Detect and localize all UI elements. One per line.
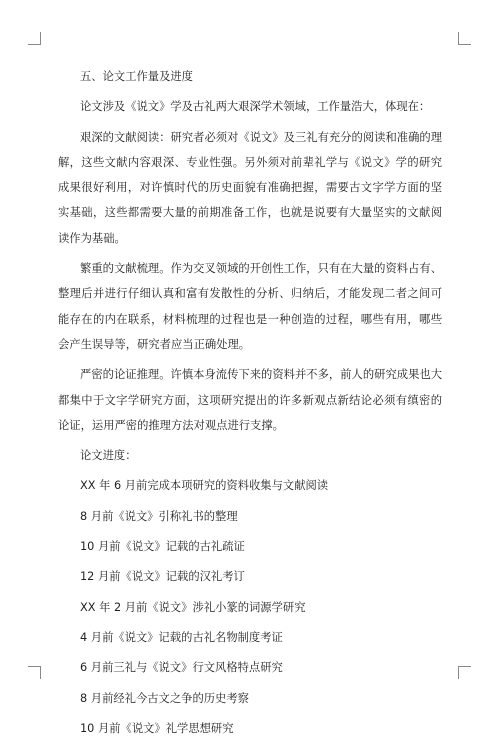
schedule-item: 10 月前《说文》记载的古礼疏证 xyxy=(80,540,245,554)
schedule-item: 12 月前《说文》记载的汉礼考订 xyxy=(80,570,245,584)
schedule-label: 论文进度： xyxy=(80,449,137,463)
paragraph-literature-reading: 艰深的文献阅读：研究者必须对《说文》及三礼有充分的阅读和准确的理解，这些文献内容艰深、专业性强。另外须对前辈礼学与《说文》学的研究成果很好利用，对许慎时代的历史面貌有准确把握，需要古文字学方面的坚实基础，这些都需要大量的前期准备工作，也就是说要有大量坚实的文献阅读作为基础。 xyxy=(58,130,442,245)
crop-mark-top-left xyxy=(28,32,41,45)
schedule-item: 4 月前《说文》记载的古礼名物制度考证 xyxy=(80,630,283,644)
intro-paragraph: 论文涉及《说文》学及古礼两大艰深学术领域，工作量浩大，体现在： xyxy=(80,100,431,114)
schedule-item: XX 年 6 月前完成本项研究的资料收集与文献阅读 xyxy=(80,479,329,493)
schedule-item: 8 月前《说文》引称礼书的整理 xyxy=(80,509,238,523)
schedule-item: 8 月前经礼今古文之争的历史考察 xyxy=(80,691,249,705)
section-heading: 五、论文工作量及进度 xyxy=(80,70,193,83)
paragraph-reasoning: 严密的论证推理。许慎本身流传下来的资料并不多，前人的研究成果也大都集中于文字学研究方面，这项研究提出的许多新观点新结论必须有缜密的论证，运用严密的推理方法对观点进行支撑。 xyxy=(58,368,442,432)
crop-mark-top-right xyxy=(458,32,471,45)
crop-mark-bottom-left xyxy=(28,666,41,679)
document-body xyxy=(58,64,442,746)
crop-mark-bottom-right xyxy=(458,666,471,679)
paragraph-literature-sorting: 繁重的文献梳理。作为交叉领域的开创性工作，只有在大量的资料占有、整理后并进行仔细认真和富有发散性的分析、归纳后，才能发现二者之间可能存在的内在联系，材料梳理的过程也是一种创造的过程，哪些有用，哪些会产生误导等，研究者应当正确处理。 xyxy=(58,262,442,351)
schedule-item: 10 月前《说文》礼学思想研究 xyxy=(80,721,234,735)
schedule-list xyxy=(58,473,442,741)
schedule-item: 6 月前三礼与《说文》行文风格特点研究 xyxy=(80,661,283,675)
schedule-item: XX 年 2 月前《说文》涉礼小篆的词源学研究 xyxy=(80,600,306,614)
